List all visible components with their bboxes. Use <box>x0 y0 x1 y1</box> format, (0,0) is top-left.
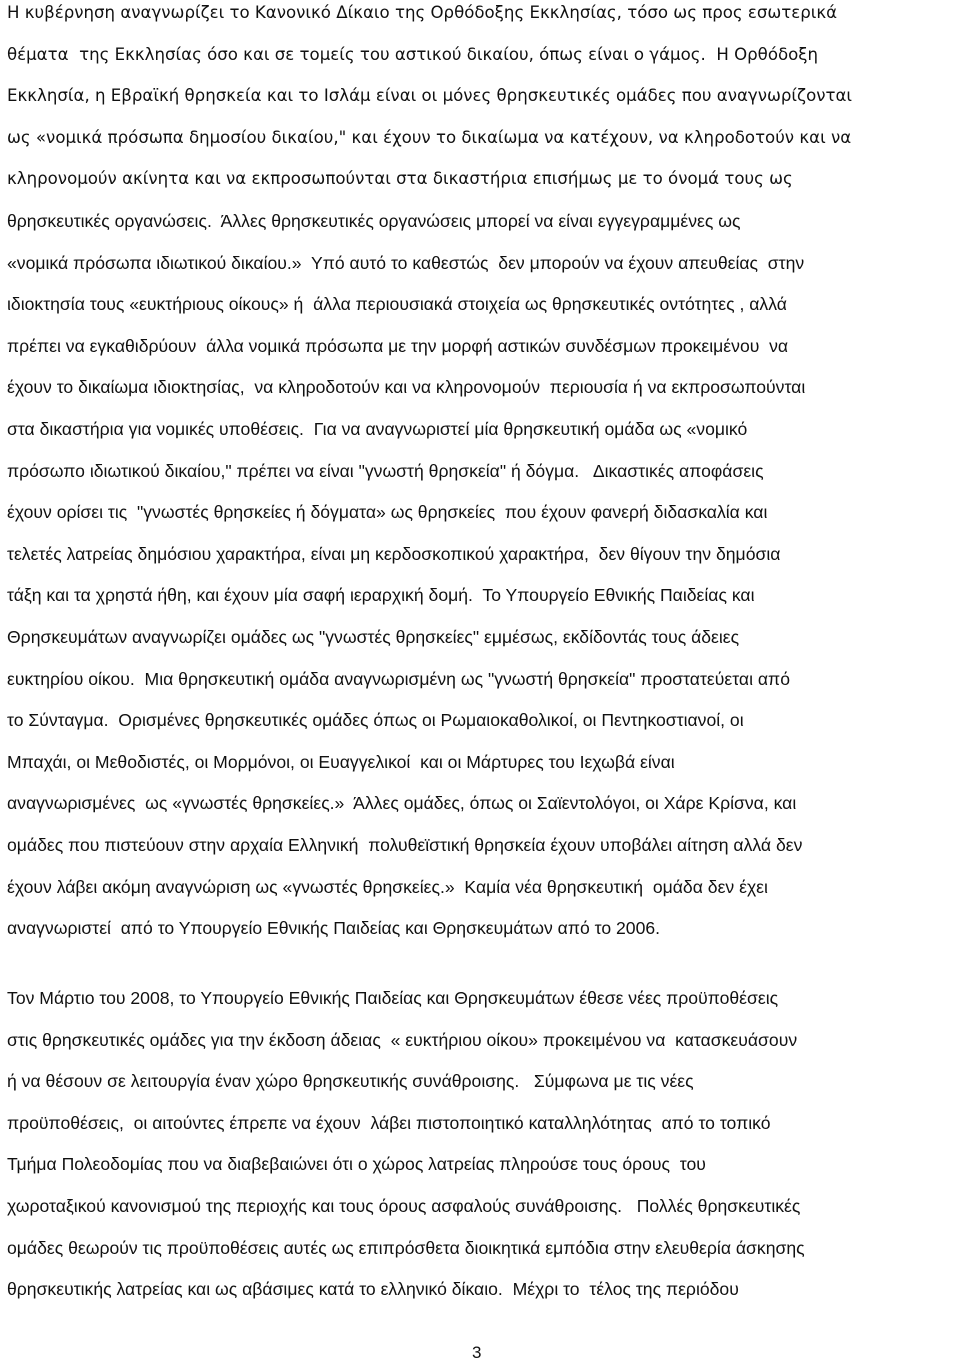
text-line: ομάδες θεωρούν τις προϋποθέσεις αυτές ως επιπρόσθετα διοικητικά εμπόδια στην ελευθερία άσκησης <box>7 1237 805 1258</box>
text-line: Εκκλησία, η Εβραϊκή θρησκεία και το Ισλάμ είναι οι μόνες θρησκευτικές ομάδες που αναγνωρίζονται <box>7 86 853 106</box>
text-line: πρόσωπο ιδιωτικού δικαίου," πρέπει να είναι "γνωστή θρησκεία" ή δόγμα. Δικαστικές αποφάσεις <box>7 460 764 481</box>
page-number: 3 <box>472 1343 482 1362</box>
text-line: ή να θέσουν σε λειτουργία έναν χώρο θρησκευτικής συνάθροισης. Σύμφωνα με τις νέες <box>7 1071 694 1092</box>
text-line: έχουν λάβει ακόμη αναγνώριση ως «γνωστές θρησκείες.» Καμία νέα θρησκευτική ομάδα δεν έχει <box>7 876 768 897</box>
text-line: κληρονομούν ακίνητα και να εκπροσωπούνται στα δικαστήρια επισήμως με το όνομά τους ως <box>7 169 793 189</box>
text-line: ως «νομικά πρόσωπα δημοσίου δικαίου," και έχουν το δικαίωμα να κατέχουν, να κληροδοτούν και να <box>7 127 852 147</box>
text-line: αναγνωρισμένες ως «γνωστές θρησκείες.» Άλλες ομάδες, όπως οι Σαϊεντολόγοι, οι Χάρε Κρίσνα, και <box>7 793 797 814</box>
text-line: αναγνωριστεί από το Υπουργείο Εθνικής Παιδείας και Θρησκευμάτων από το 2006. <box>7 918 661 939</box>
text-line: θέματα της Εκκλησίας όσο και σε τομείς του αστικού δικαίου, όπως είναι ο γάμος. Η Ορθόδοξη <box>7 44 819 64</box>
text-line: Τον Μάρτιο του 2008, το Υπουργείο Εθνικής Παιδείας και Θρησκευμάτων έθεσε νέες προϋποθέσεις <box>7 988 779 1008</box>
text-line: «νομικά πρόσωπα ιδιωτικού δικαίου.» Υπό αυτό το καθεστώς δεν μπορούν να έχουν απευθείας στην <box>7 252 805 273</box>
text-line: χωροταξικού κανονισμού της περιοχής και τους όρους ασφαλούς συνάθροισης. Πολλές θρησκευτικές <box>7 1196 801 1216</box>
text-line: ευκτηρίου οίκου. Μια θρησκευτική ομάδα αναγνωρισμένη ως "γνωστή θρησκεία" προστατεύεται από <box>7 668 790 689</box>
text-line: θρησκευτικής λατρείας και ως αβάσιμες κατά το ελληνικό δίκαιο. Μέχρι το τέλος της περιόδου <box>7 1279 739 1300</box>
text-line: έχουν το δικαίωμα ιδιοκτησίας, να κληροδοτούν και να κληρονομούν περιουσία ή να εκπροσωπούνται <box>7 377 806 398</box>
text-line: το Σύνταγμα. Ορισμένες θρησκευτικές ομάδες όπως οι Ρωμαιοκαθολικοί, οι Πεντηκοστιανοί, οι <box>7 710 744 731</box>
text-line: έχουν ορίσει τις "γνωστές θρησκείες ή δόγματα» ως θρησκείες που έχουν φανερή διδασκαλία και <box>7 502 768 523</box>
text-line: Η κυβέρνηση αναγνωρίζει το Κανονικό Δίκαιο της Ορθόδοξης Εκκλησίας, τόσο ως προς εσωτερικά <box>7 3 838 22</box>
text-line: στις θρησκευτικές ομάδες για την έκδοση άδειας « ευκτήριου οίκου» προκειμένου να κατασκευάσουν <box>7 1029 798 1050</box>
text-line: πρέπει να εγκαθιδρύουν άλλα νομικά πρόσωπα με την μορφή αστικών συνδέσμων προκειμένου να <box>7 335 789 356</box>
text-line: Θρησκευμάτων αναγνωρίζει ομάδες ως "γνωστές θρησκείες" εμμέσως, εκδίδοντάς τους άδειες <box>7 627 740 647</box>
text-line: ιδιοκτησία τους «ευκτήριους οίκους» ή άλλα περιουσιακά στοιχεία ως θρησκευτικές οντότητες , αλλά <box>7 294 787 315</box>
text-line: ομάδες που πιστεύουν στην αρχαία Ελληνική πολυθεϊστική θρησκεία έχουν υποβάλει αίτηση αλλά δεν <box>7 835 803 855</box>
text-line: Τμήμα Πολεοδομίας που να διαβεβαιώνει ότι ο χώρος λατρείας πληρούσε τους όρους του <box>7 1154 706 1175</box>
text-line: Μπαχάι, οι Μεθοδιστές, οι Μορμόνοι, οι Ευαγγελικοί και οι Μάρτυρες του Ιεχωβά είναι <box>7 751 675 772</box>
text-line: θρησκευτικές οργανώσεις. Άλλες θρησκευτικές οργανώσεις μπορεί να είναι εγγεγραμμένες ως <box>7 211 741 231</box>
text-line: στα δικαστήρια για νομικές υποθέσεις. Για να αναγνωριστεί μία θρησκευτική ομάδα ως «νομικό <box>7 419 748 439</box>
text-line: τάξη και τα χρηστά ήθη, και έχουν μία σαφή ιεραρχική δομή. Το Υπουργείο Εθνικής Παιδείας και <box>7 585 755 606</box>
text-line: τελετές λατρείας δημόσιου χαρακτήρα, είναι μη κερδοσκοπικού χαρακτήρα, δεν θίγουν την δημόσια <box>7 543 781 564</box>
text-line: προϋποθέσεις, οι αιτούντες έπρεπε να έχουν λάβει πιστοποιητικό καταλληλότητας από το τοπικό <box>7 1112 771 1133</box>
